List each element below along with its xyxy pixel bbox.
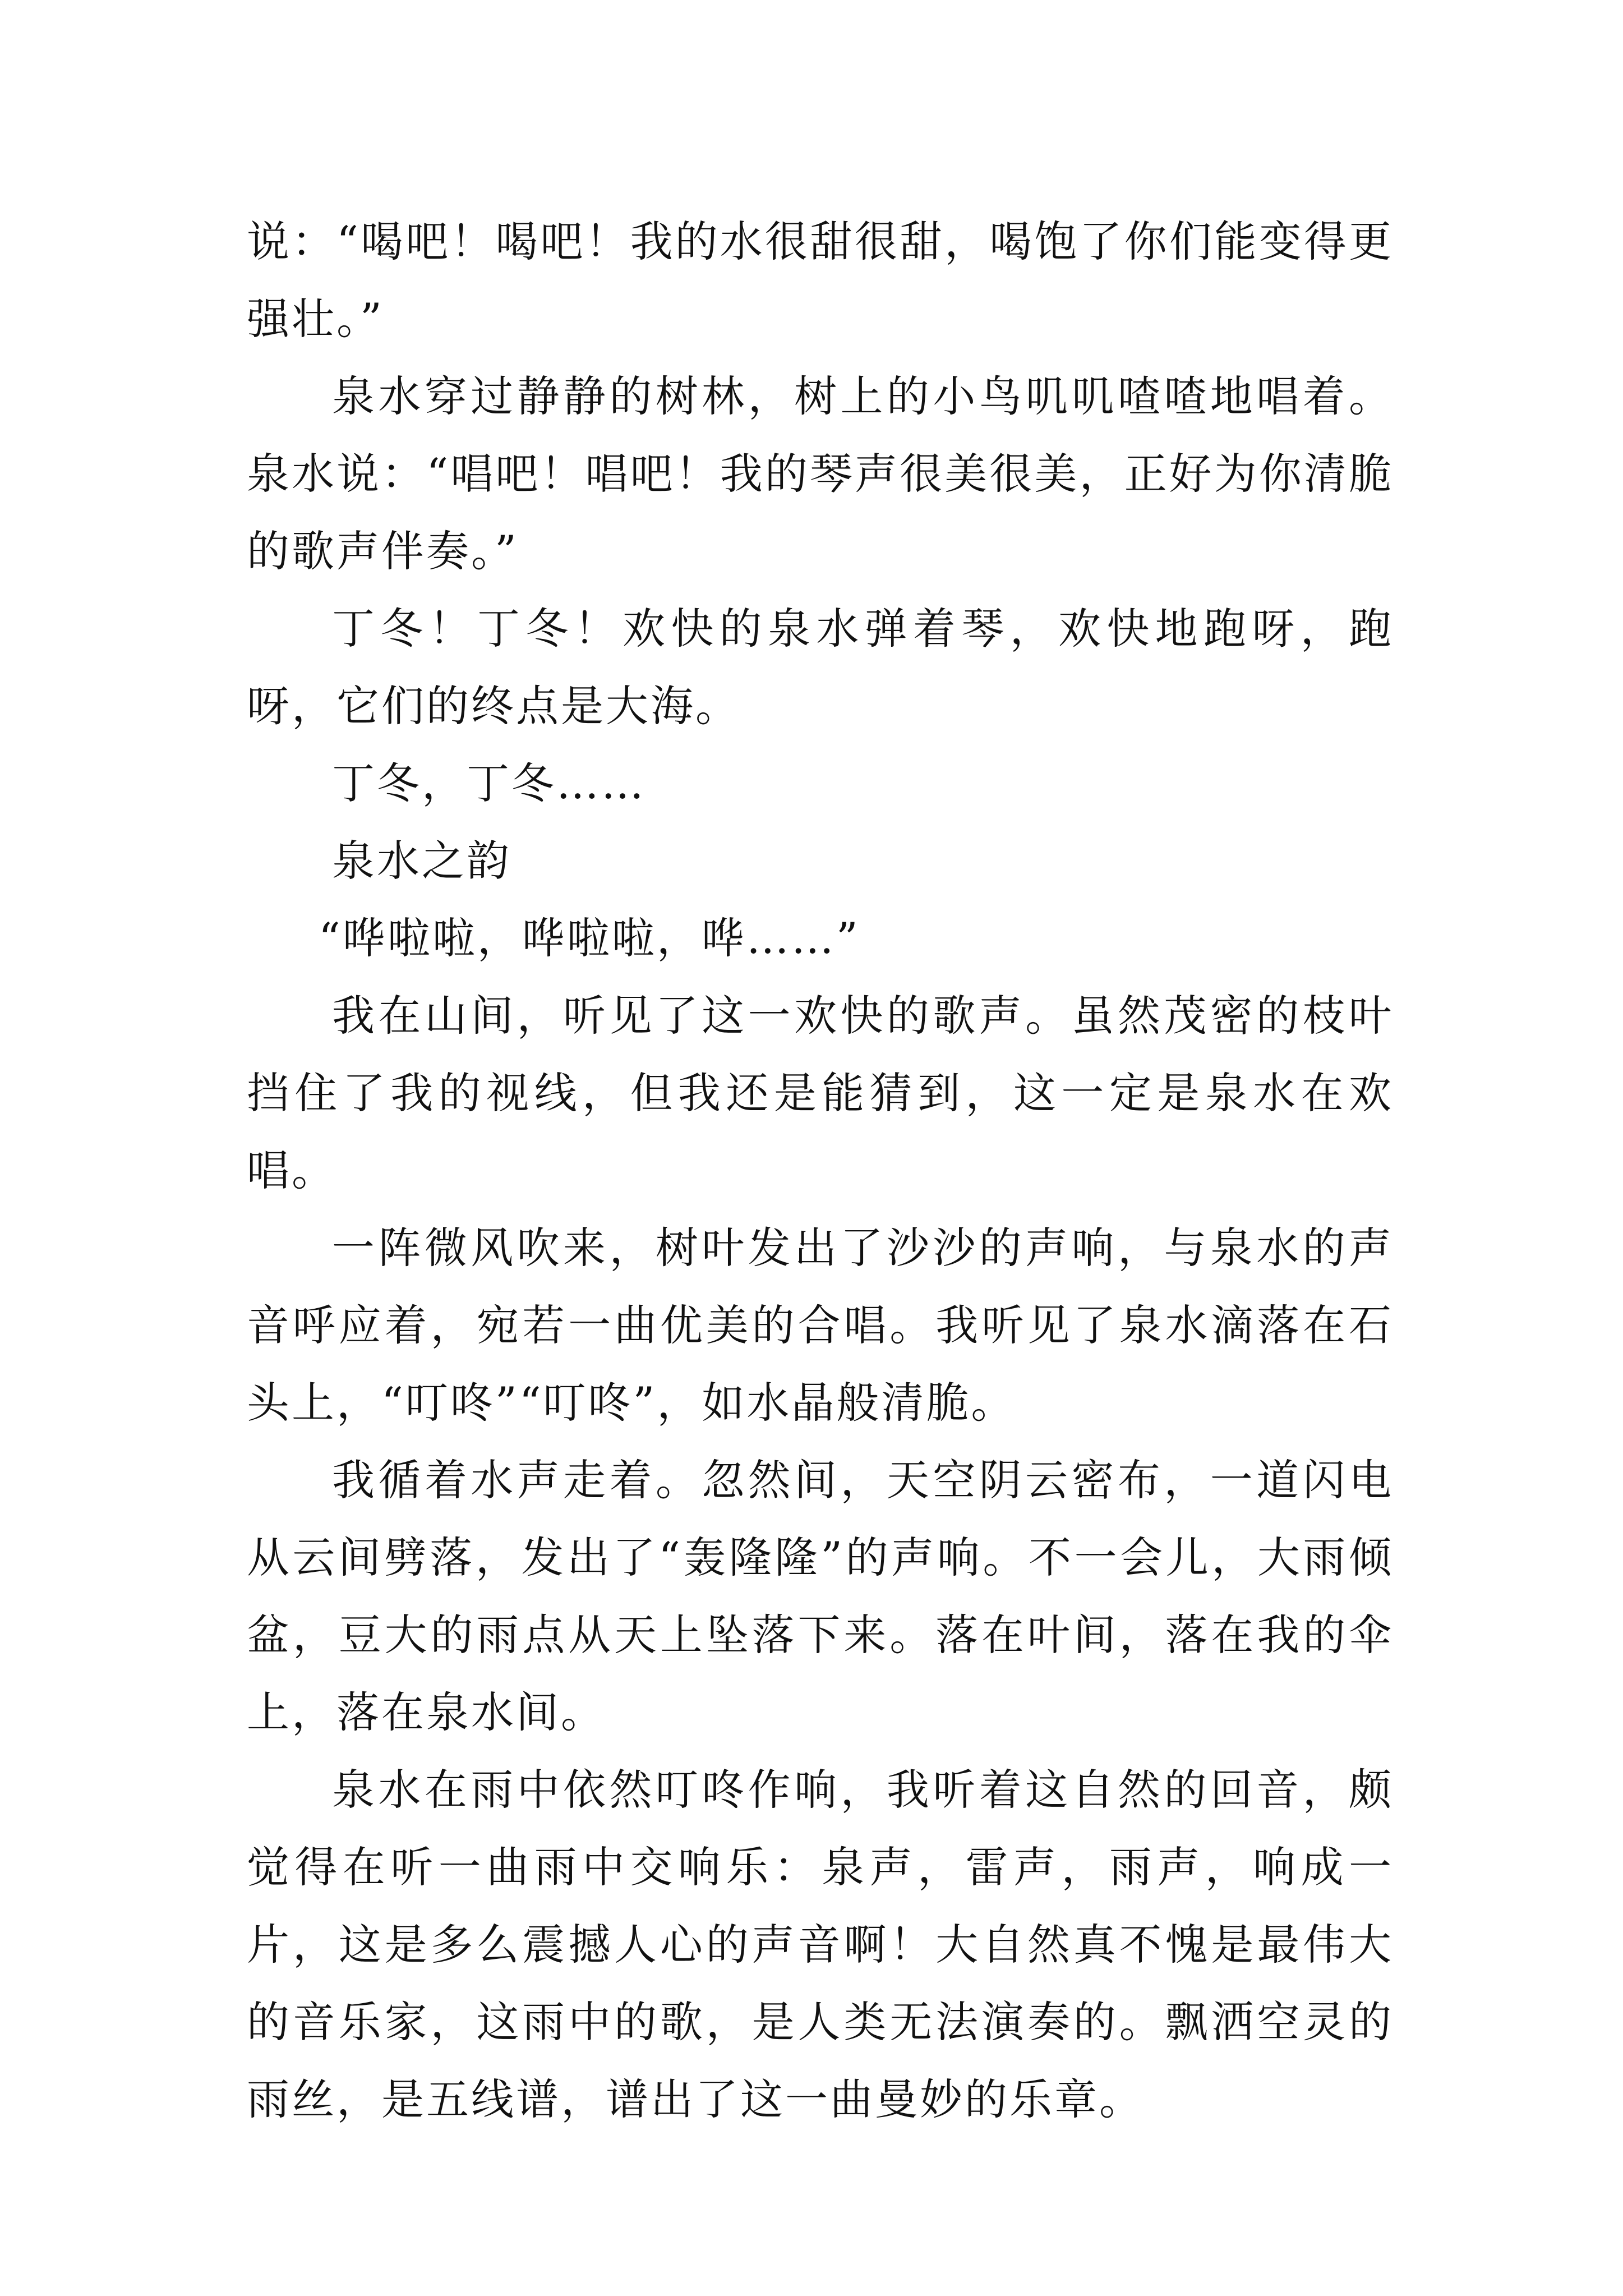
paragraph: 泉水穿过静静的树林，树上的小鸟叽叽喳喳地唱着。泉水说：“唱吧！唱吧！我的琴声很美很美，正好为你清脆的歌声伴奏。” <box>247 371 1394 576</box>
paragraph: 我在山间，听见了这一欢快的歌声。虽然茂密的枝叶挡住了我的视线，但我还是能猜到，这一定是泉水在欢唱。 <box>247 991 1394 1195</box>
paragraph: 丁冬！丁冬！欢快的泉水弹着琴，欢快地跑呀，跑呀，它们的终点是大海。 <box>247 604 1394 731</box>
paragraph: 丁冬，丁冬…… <box>332 758 646 808</box>
body-text <box>247 203 1394 2138</box>
section-title: 泉水之韵 <box>332 836 511 886</box>
paragraph-continued: 说：“喝吧！喝吧！我的水很甜很甜，喝饱了你们能变得更强壮。” <box>247 217 1394 344</box>
paragraph: 我循着水声走着。忽然间，天空阴云密布，一道闪电从云间劈落，发出了“轰隆隆”的声响。不一会儿，大雨倾盆，豆大的雨点从天上坠落下来。落在叶间，落在我的伞上，落在泉水间。 <box>247 1455 1394 1737</box>
paragraph: “哗啦啦，哗啦啦，哗……” <box>319 913 860 963</box>
paragraph: 泉水在雨中依然叮咚作响，我听着这自然的回音，颇觉得在听一曲雨中交响乐：泉声，雷声，雨声，响成一片，这是多么震撼人心的声音啊！大自然真不愧是最伟大的音乐家，这雨中的歌，是人类无法演奏的。飘洒空灵的雨丝，是五线谱，谱出了这一曲曼妙的乐章。 <box>247 1765 1394 2124</box>
paragraph: 一阵微风吹来，树叶发出了沙沙的声响，与泉水的声音呼应着，宛若一曲优美的合唱。我听见了泉水滴落在石头上，“叮咚”“叮咚”，如水晶般清脆。 <box>247 1223 1394 1428</box>
